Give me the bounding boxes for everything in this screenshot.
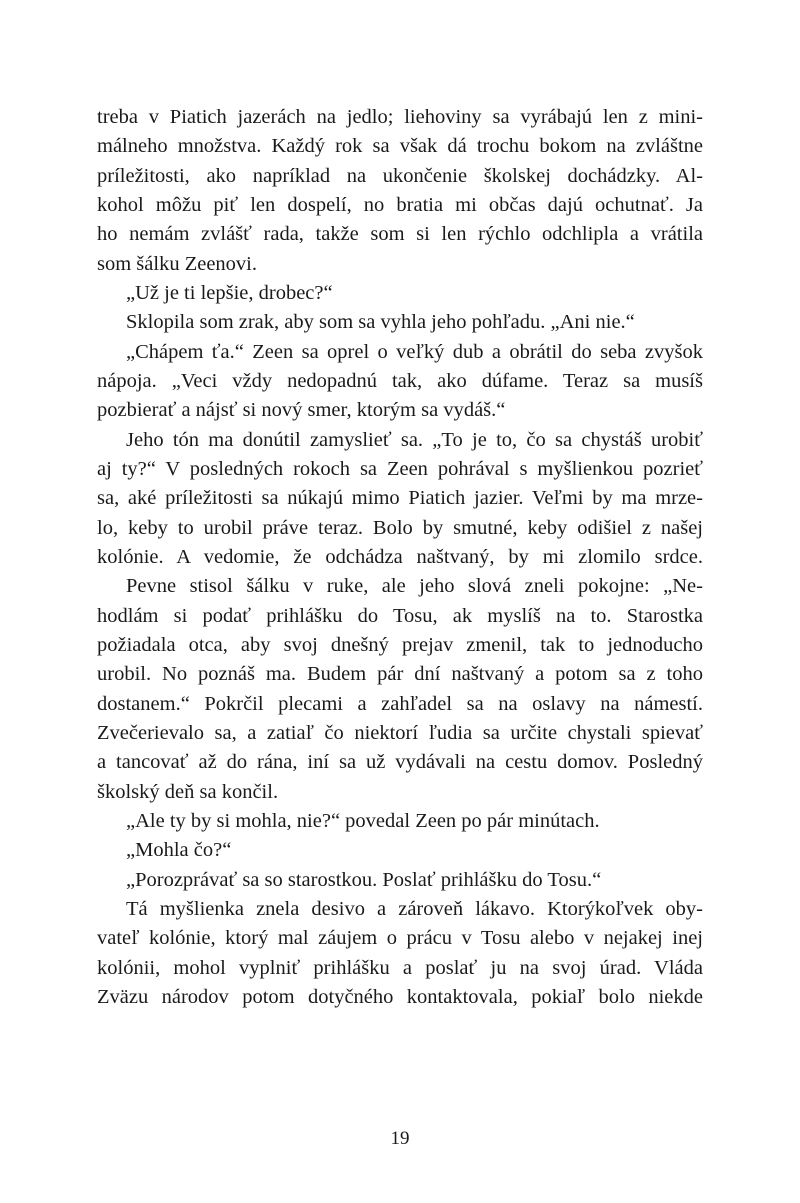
text-line: Tá myšlienka znela desivo a zároveň lákavo. Ktorýkoľvek oby- <box>126 897 703 920</box>
text-line: „Ale ty by si mohla, nie?“ povedal Zeen po pár minútach. <box>126 809 600 832</box>
text-line: Sklopila som zrak, aby som sa vyhla jeho pohľadu. „Ani nie.“ <box>126 311 635 334</box>
text-line: príležitosti, ako napríklad na ukončenie školskej dochádzky. Al- <box>97 164 703 187</box>
text-line: „Mohla čo?“ <box>126 839 232 862</box>
page-number: 19 <box>390 1128 410 1149</box>
text-line: vateľ kolónie, ktorý mal záujem o prácu v Tosu alebo v nejakej inej <box>97 927 703 950</box>
text-line: „Porozprávať sa so starostkou. Poslať prihlášku do Tosu.“ <box>126 868 602 891</box>
text-line: požiadala otca, aby svoj dnešný prejav zmenil, tak to jednoducho <box>97 633 703 656</box>
text-line: dostanem.“ Pokrčil plecami a zahľadel sa na oslavy na námestí. <box>97 692 703 715</box>
text-line: a tancovať až do rána, iní sa už vydávali na cestu domov. Posledný <box>97 751 703 774</box>
text-line: Zvečerievalo sa, a zatiaľ čo niektorí ľudia sa určite chystali spievať <box>97 721 703 744</box>
text-line: „Už je ti lepšie, drobec?“ <box>126 281 333 304</box>
text-line: hodlám si podať prihlášku do Tosu, ak myslíš na to. Starostka <box>97 604 703 627</box>
text-line: Jeho tón ma donútil zamyslieť sa. „To je to, čo sa chystáš urobiť <box>126 428 703 451</box>
text-line: Zväzu národov potom dotyčného kontaktovala, pokiaľ bolo niekde <box>97 985 703 1008</box>
text-line: sa, aké príležitosti sa núkajú mimo Piatich jazier. Veľmi by ma mrze- <box>97 487 703 510</box>
text-line: školský deň sa končil. <box>97 780 279 803</box>
text-line: lo, keby to urobil práve teraz. Bolo by smutné, keby odišiel z našej <box>97 516 703 539</box>
text-line: aj ty?“ V posledných rokoch sa Zeen pohrával s myšlienkou pozrieť <box>97 457 703 480</box>
text-line: „Chápem ťa.“ Zeen sa oprel o veľký dub a obrátil do seba zvyšok <box>126 340 703 363</box>
text-line: Pevne stisol šálku v ruke, ale jeho slová zneli pokojne: „Ne- <box>126 575 703 598</box>
text-line: treba v Piatich jazerách na jedlo; liehoviny sa vyrábajú len z mini- <box>97 106 703 128</box>
text-line: kolónie. A vedomie, že odchádza naštvaný, by mi zlomilo srdce. <box>97 545 703 568</box>
text-line: urobil. No poznáš ma. Budem pár dní naštvaný a potom sa z toho <box>97 663 703 686</box>
text-line: som šálku Zeenovi. <box>97 252 257 275</box>
book-page-text <box>97 103 703 1012</box>
text-line: kolónii, mohol vyplniť prihlášku a poslať ju na svoj úrad. Vláda <box>97 956 703 979</box>
text-line: ho nemám zvlášť rada, takže som si len rýchlo odchlipla a vrátila <box>97 223 703 246</box>
text-line: kohol môžu piť len dospelí, no bratia mi občas dajú ochutnať. Ja <box>97 193 703 216</box>
text-line: nápoja. „Veci vždy nedopadnú tak, ako dúfame. Teraz sa musíš <box>97 369 703 392</box>
text-line: pozbierať a nájsť si nový smer, ktorým sa vydáš.“ <box>97 399 506 422</box>
text-line: málneho množstva. Každý rok sa však dá trochu bokom na zvláštne <box>97 135 703 158</box>
